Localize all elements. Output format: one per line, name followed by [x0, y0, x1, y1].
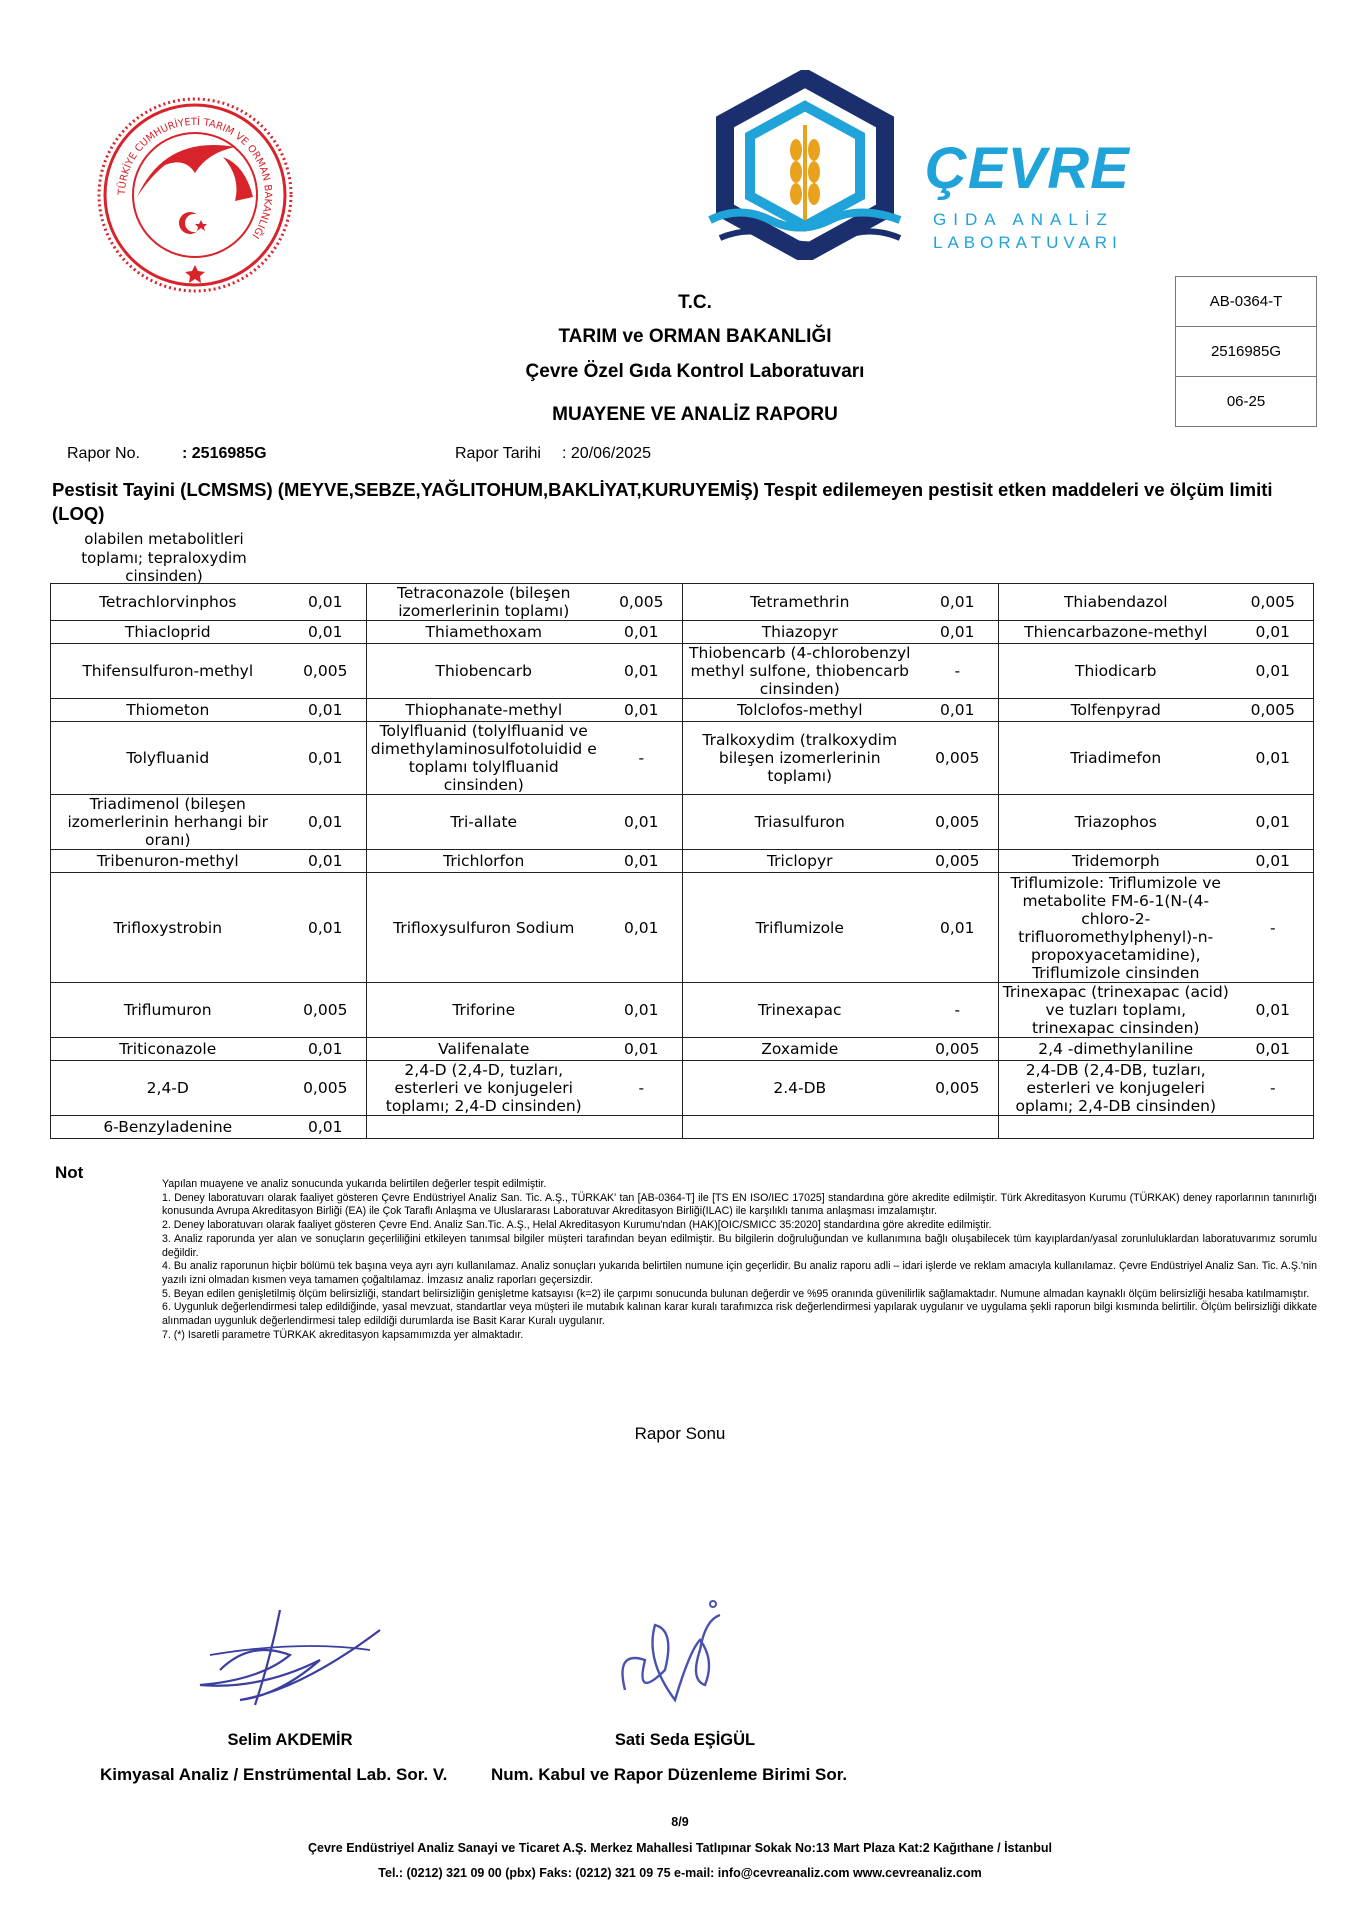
note-item: 1. Deney laboratuvarı olarak faaliyet gösteren Çevre Endüstriyel Analiz San. Tic. A.Ş., TÜRKAK' tan [AB-0364-T] ile [TS EN ISO/IEC 17025] standardına göre akredite edilmiştir. Türk Akreditasyon Kurumu (TÜRKAK) deney raporlarının tanınırlığı konusunda Avrupa Akreditasyon Birliği (EA) ile Çok Taraflı Anlaşma ve Uluslararası Laboratuvar Akreditasyon Birliği(ILAC) ile karşılıklı tanıma anlaşması imzalamıştır.	[162, 1191, 1317, 1218]
loq-value-cell: 0,01	[601, 983, 683, 1038]
loq-value-cell: 0,01	[1233, 983, 1314, 1038]
pesticide-name-cell: Tetramethrin	[683, 584, 917, 621]
note-item: 2. Deney laboratuvarı olarak faaliyet gösteren Çevre End. Analiz San.Tic. A.Ş., Helal Akreditasyon Kurumu'ndan (HAK)[OIC/SMICC 35:2020] standardına göre akredite edilmiştir.	[162, 1219, 992, 1232]
pesticide-name-cell: 2,4-D	[51, 1061, 285, 1116]
report-no-value: : 2516985G	[182, 445, 267, 462]
pesticide-name-cell: Tridemorph	[999, 850, 1233, 873]
signature-right	[605, 1590, 745, 1720]
header-lab: Çevre Özel Gıda Kontrol Laboratuvarı	[525, 361, 865, 382]
footer-contact: Tel.: (0212) 321 09 00 (pbx) Faks: (0212) 321 09 75 e-mail: info@cevreanaliz.com www.cevreanaliz.com	[378, 1866, 982, 1880]
loq-value-cell: 0,01	[601, 795, 683, 850]
note-item: 5. Beyan edilen genişletilmiş ölçüm belirsizliği, standart belirsizliğin genişletme katsayısı (k=2) ile çarpımı sonucunda bulunan değerdir ve %95 oranında güvenilirlik sağlamaktadır. Numune almadan kaynaklı ölçüm belirsizliği hesaba katılmamıştır.	[162, 1287, 1310, 1300]
pesticide-name-cell: Thiometon	[51, 699, 285, 722]
loq-value-cell: 0,005	[917, 795, 999, 850]
footer-address: Çevre Endüstriyel Analiz Sanayi ve Ticaret A.Ş. Merkez Mahallesi Tatlıpınar Sokak No:13 Mart Plaza Kat:2 Kağıthane / İstanbul	[308, 1841, 1052, 1855]
pesticide-name-cell: Thiobencarb (4-chlorobenzyl methyl sulfone, thiobencarb cinsinden)	[683, 644, 917, 699]
pesticide-name-cell	[683, 1116, 917, 1139]
loq-value-cell	[917, 1116, 999, 1139]
table-row	[51, 644, 1314, 699]
pesticide-name-cell: Triforine	[367, 983, 601, 1038]
pesticide-name-cell: Valifenalate	[367, 1038, 601, 1061]
loq-value-cell: 0,005	[285, 644, 367, 699]
pesticide-name-cell: Zoxamide	[683, 1038, 917, 1061]
loq-value-cell	[601, 1116, 683, 1139]
loq-value-cell: 0,01	[601, 644, 683, 699]
loq-value-cell: 0,01	[285, 850, 367, 873]
pesticide-name-cell: Thifensulfuron-methyl	[51, 644, 285, 699]
loq-value-cell: 0,01	[601, 873, 683, 983]
loq-value-cell: -	[601, 722, 683, 795]
loq-value-cell: 0,01	[917, 873, 999, 983]
pesticide-name-cell: Tolfenpyrad	[999, 699, 1233, 722]
loq-value-cell: 0,01	[601, 850, 683, 873]
table-row	[51, 795, 1314, 850]
pesticide-name-cell: Triadimefon	[999, 722, 1233, 795]
pesticide-name-cell: 6-Benzyladenine	[51, 1116, 285, 1139]
table-row	[51, 1116, 1314, 1139]
pesticide-name-cell: Triclopyr	[683, 850, 917, 873]
loq-value-cell: 0,01	[601, 621, 683, 644]
loq-value-cell: 0,01	[285, 1116, 367, 1139]
notes-block	[162, 1178, 1317, 1342]
pesticide-name-cell: Trinexapac (trinexapac (acid) ve tuzları toplamı, trinexapac cinsinden)	[999, 983, 1233, 1038]
pesticide-name-cell: Trifloxystrobin	[51, 873, 285, 983]
pesticide-name-cell: Tralkoxydim (tralkoxydim bileşen izomerlerinin toplamı)	[683, 722, 917, 795]
pesticide-name-cell: Tri-allate	[367, 795, 601, 850]
loq-value-cell: -	[917, 983, 999, 1038]
pesticide-name-cell: Triazophos	[999, 795, 1233, 850]
table-row	[51, 621, 1314, 644]
pesticide-name-cell: Tolyfluanid	[51, 722, 285, 795]
pesticide-name-cell: Trinexapac	[683, 983, 917, 1038]
loq-value-cell: 0,01	[1233, 644, 1314, 699]
pesticide-name-cell: Trifloxysulfuron Sodium	[367, 873, 601, 983]
loq-value-cell: 0,01	[1233, 1038, 1314, 1061]
note-item: Yapılan muayene ve analiz sonucunda yukarıda belirtilen değerler tespit edilmiştir.	[162, 1178, 547, 1190]
revision-code: 06-25	[1226, 393, 1266, 410]
loq-value-cell: 0,005	[285, 983, 367, 1038]
signer-right-title: Num. Kabul ve Rapor Düzenleme Birimi Sor.	[491, 1765, 848, 1784]
loq-value-cell: 0,01	[285, 873, 367, 983]
table-row	[51, 1038, 1314, 1061]
pesticide-name-cell: Thiabendazol	[999, 584, 1233, 621]
pesticide-name-cell: Triticonazole	[51, 1038, 285, 1061]
note-item: 3. Analiz raporunda yer alan ve sonuçların geçerliliğini etkileyen tanımsal bilgiler müşteri tarafından beyan edilmiştir. Bu bilgilerin doğruluğundan ve kullanımına bağlı oluşabilecek tüm kayıplardan/yasal zorunluluklardan laboratuvarımız sorumlu değildir.	[162, 1232, 1317, 1259]
cevre-logo-mark	[700, 70, 910, 260]
loq-value-cell: 0,01	[1233, 722, 1314, 795]
signer-left-title: Kimyasal Analiz / Enstrümental Lab. Sor. V.	[100, 1765, 448, 1784]
loq-value-cell: 0,01	[285, 699, 367, 722]
report-no-label: Rapor No.	[67, 445, 140, 462]
report-title: MUAYENE VE ANALİZ RAPORU	[552, 404, 838, 425]
loq-value-cell: 0,01	[917, 621, 999, 644]
pesticide-name-cell: Thiacloprid	[51, 621, 285, 644]
loq-value-cell: -	[1233, 873, 1314, 983]
signer-left-name: Selim AKDEMİR	[227, 1731, 353, 1749]
pesticide-name-cell: Tolclofos-methyl	[683, 699, 917, 722]
table-row	[51, 983, 1314, 1038]
pesticide-name-cell: Thiencarbazone-methyl	[999, 621, 1233, 644]
signature-left	[180, 1600, 400, 1710]
pesticide-name-cell: Trichlorfon	[367, 850, 601, 873]
pesticide-name-cell: Thiophanate-methyl	[367, 699, 601, 722]
loq-value-cell: 0,005	[1233, 584, 1314, 621]
table-row	[51, 584, 1314, 621]
pesticide-name-cell: Thiobencarb	[367, 644, 601, 699]
pesticide-name-cell: Triflumizole	[683, 873, 917, 983]
pesticide-name-cell: 2,4-DB (2,4-DB, tuzları, esterleri ve konjugeleri oplamı; 2,4-DB cinsinden)	[999, 1061, 1233, 1116]
pesticide-name-cell: Tribenuron-methyl	[51, 850, 285, 873]
loq-value-cell: 0,01	[1233, 621, 1314, 644]
overflow-cell-text: olabilen metabolitleri toplamı; tepraloxydim cinsinden)	[81, 530, 247, 585]
table-row	[51, 873, 1314, 983]
loq-value-cell: 0,005	[917, 1038, 999, 1061]
loq-value-cell: 0,01	[285, 722, 367, 795]
loq-value-cell: 0,01	[285, 621, 367, 644]
table-row	[51, 722, 1314, 795]
pesticide-table	[50, 583, 1314, 1139]
pesticide-name-cell: Thiamethoxam	[367, 621, 601, 644]
loq-value-cell: 0,01	[285, 1038, 367, 1061]
loq-value-cell: -	[601, 1061, 683, 1116]
table-row	[51, 699, 1314, 722]
note-item: 7. (*) Isaretli parametre TÜRKAK akreditasyon kapsamımızda yer almaktadır.	[162, 1328, 524, 1341]
pesticide-name-cell: Triadimenol (bileşen izomerlerinin herhangi bir oranı)	[51, 795, 285, 850]
pesticide-name-cell: Thiazopyr	[683, 621, 917, 644]
brand-sub2: LABORATUVARI	[933, 233, 1122, 252]
notes-label: Not	[55, 1163, 84, 1182]
accreditation-code: AB-0364-T	[1176, 277, 1316, 327]
section-title: Pestisit Tayini (LCMSMS) (MEYVE,SEBZE,YAĞLITOHUM,BAKLİYAT,KURUYEMİŞ) Tespit edilemeyen pestisit etken maddeleri ve ölçüm limiti (LOQ)	[52, 479, 1273, 524]
loq-value-cell	[1233, 1116, 1314, 1139]
note-item: 4. Bu analiz raporunun hiçbir bölümü tek başına veya ayrı ayrı kullanılamaz. Analiz sonuçları yukarıda belirtilen numune için geçerlidir. Bu analiz raporu adli – idari işlerde ve reklam amacıyla kullanılamaz. Çevre Endüstriyel Analiz San. Tic. A.Ş.'nin yazılı izni olmadan kısmen veya tamamen çoğaltılamaz. İmzasız analiz raporları geçersizdir.	[162, 1260, 1317, 1286]
note-item: 6. Uygunluk değerlendirmesi talep edildiğinde, yasal mevzuat, standartlar veya müşteri ile mutabık kalınan karar kuralı tarafımızca risk değerlendirmesi yapılarak uygulanır ve uygulama şekli raporun bilgi kısmında belirtilir. Ölçüm belirsizliği dikkate alınmadan uygunluk değerlendirmesi talep edildiği durumlarda ise Basit Karar Kuralı uygulanır.	[162, 1301, 1317, 1328]
loq-value-cell: 0,005	[285, 1061, 367, 1116]
loq-value-cell: 0,01	[285, 795, 367, 850]
pesticide-name-cell: 2,4 -dimethylaniline	[999, 1038, 1233, 1061]
loq-value-cell: 0,005	[601, 584, 683, 621]
ministry-seal	[95, 95, 295, 295]
pesticide-name-cell: Thiodicarb	[999, 644, 1233, 699]
report-code: 2516985G	[1176, 327, 1316, 377]
report-end: Rapor Sonu	[634, 1424, 726, 1443]
loq-value-cell: 0,01	[601, 699, 683, 722]
pesticide-name-cell: Triflumuron	[51, 983, 285, 1038]
loq-value-cell: 0,01	[285, 584, 367, 621]
seal-text: TÜRKİYE CUMHURİYETİ TARIM VE ORMAN BAKANLIĞI	[116, 116, 274, 241]
pesticide-name-cell: Tolylfluanid (tolylfluanid ve dimethylaminosulfotoluidid e toplamı tolylfluanid cinsinden)	[367, 722, 601, 795]
signer-right-name: Sati Seda EŞİGÜL	[614, 1731, 756, 1749]
loq-value-cell: 0,01	[601, 1038, 683, 1061]
loq-value-cell: 0,005	[917, 850, 999, 873]
loq-value-cell: 0,01	[917, 584, 999, 621]
pesticide-name-cell: Tetraconazole (bileşen izomerlerinin toplamı)	[367, 584, 601, 621]
loq-value-cell: 0,01	[917, 699, 999, 722]
loq-value-cell: 0,005	[1233, 699, 1314, 722]
pesticide-name-cell	[367, 1116, 601, 1139]
report-date-label: Rapor Tarihi	[455, 445, 541, 462]
pesticide-name-cell: 2.4-DB	[683, 1061, 917, 1116]
pesticide-name-cell	[999, 1116, 1233, 1139]
pesticide-name-cell: Triflumizole: Triflumizole ve metabolite FM-6-1(N-(4-chloro-2-trifluoromethylphenyl)-n-propoxyacetamidine), Triflumizole cinsinden	[999, 873, 1233, 983]
pesticide-name-cell: 2,4-D (2,4-D, tuzları, esterleri ve konjugeleri toplamı; 2,4-D cinsinden)	[367, 1061, 601, 1116]
loq-value-cell: 0,01	[1233, 795, 1314, 850]
pesticide-name-cell: Tetrachlorvinphos	[51, 584, 285, 621]
header-tc: T.C.	[678, 292, 712, 313]
loq-value-cell: 0,01	[1233, 850, 1314, 873]
loq-value-cell: -	[1233, 1061, 1314, 1116]
loq-value-cell: 0,005	[917, 722, 999, 795]
header-ministry: TARIM ve ORMAN BAKANLIĞI	[558, 326, 832, 347]
report-date-value: : 20/06/2025	[562, 445, 651, 462]
brand-sub1: GIDA ANALİZ	[933, 210, 1114, 229]
loq-value-cell: -	[917, 644, 999, 699]
table-row	[51, 1061, 1314, 1116]
pesticide-name-cell: Triasulfuron	[683, 795, 917, 850]
table-row	[51, 850, 1314, 873]
brand-name: ÇEVRE	[925, 136, 1130, 201]
report-codes-box	[1175, 276, 1317, 427]
loq-value-cell: 0,005	[917, 1061, 999, 1116]
page-number: 8/9	[671, 1815, 689, 1829]
